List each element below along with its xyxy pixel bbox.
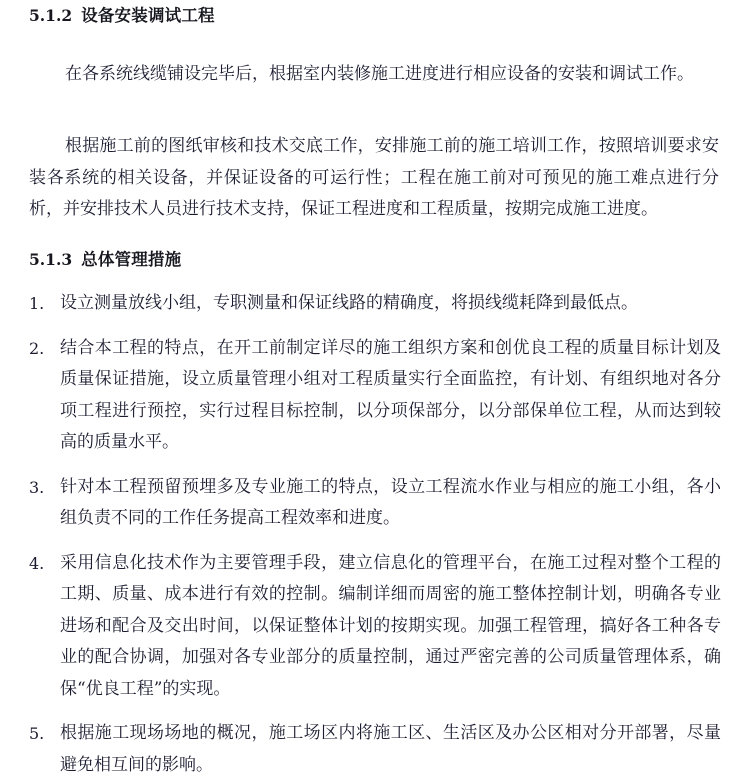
list-item-text: 根据施工现场场地的概况，施工场区内将施工区、生活区及办公区相对分开部署，尽量避免相互间的影响。 (60, 723, 721, 775)
list-item (29, 288, 721, 320)
heading-5-1-2-title: 设备安装调试工程 (81, 6, 215, 25)
list-item-text: 设立测量放线小组，专职测量和保证线路的精确度，将损线缆耗降到最低点。 (60, 293, 638, 313)
heading-5-1-2-number: 5.1.2 (29, 6, 73, 25)
list-item-text: 采用信息化技术作为主要管理手段，建立信息化的管理平台，在施工过程对整个工程的工期、质量、成本进行有效的控制。编制详细而周密的施工整体控制计划，明确各专业进场和配合及交出时间，以保证整体计划的按期实现。加强工程管理，搞好各工种各专业的配合协调，加强对各专业部分的质量控制，通过严密完善的公司质量管理体系，确保“优良工程”的实现。 (60, 552, 721, 699)
list-item-marker: 5. (29, 724, 45, 743)
list-item (29, 472, 721, 535)
paragraph-pre-construction-training: 根据施工前的图纸审核和技术交底工作，安排施工前的施工培训工作，按照培训要求安装各系统的相关设备，并保证设备的可运行性；工程在施工前对可预见的施工难点进行分析，并安排技术人员进行技术支持，保证工程进度和工程质量，按期完成施工进度。 (29, 136, 719, 219)
heading-5-1-3-title: 总体管理措施 (81, 250, 182, 269)
heading-5-1-2 (29, 5, 215, 27)
list-item-text: 结合本工程的特点，在开工前制定详尽的施工组织方案和创优良工程的质量目标计划及质量保证措施，设立质量管理小组对工程质量实行全面监控，有计划、有组织地对各分项工程进行预控，实行过程目标控制，以分项保部分，以分部保单位工程，从而达到较高的质量水平。 (60, 337, 721, 452)
list-item (29, 548, 721, 706)
list-item (29, 718, 721, 781)
heading-5-1-3-number: 5.1.3 (29, 250, 73, 269)
paragraph-equipment-install: 在各系统线缆铺设完毕后，根据室内装修施工进度进行相应设备的安装和调试工作。 (65, 64, 694, 84)
list-item-marker: 3. (29, 477, 45, 497)
list-item (29, 333, 721, 459)
heading-5-1-3 (29, 249, 181, 271)
list-item-marker: 1. (29, 294, 45, 313)
list-item-marker: 4. (29, 553, 45, 573)
management-measures-list (29, 288, 721, 781)
list-item-marker: 2. (29, 338, 45, 358)
list-item-text: 针对本工程预留预埋多及专业施工的特点，设立工程流水作业与相应的施工小组，各小组负责不同的工作任务提高工程效率和进度。 (60, 476, 721, 528)
